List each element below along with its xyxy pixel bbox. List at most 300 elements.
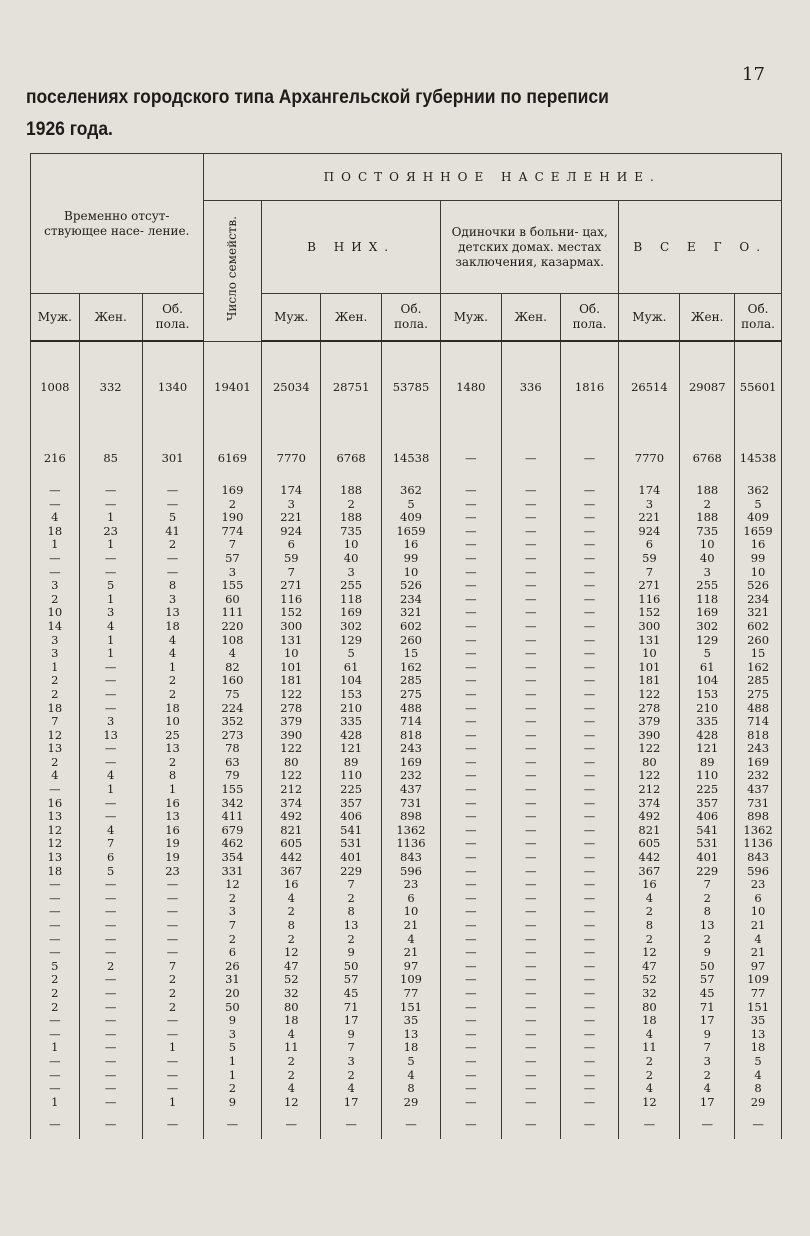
table-cell: 13 bbox=[142, 606, 203, 620]
table-cell: 110 bbox=[680, 769, 735, 783]
table-row bbox=[31, 688, 782, 702]
table-cell: 212 bbox=[262, 783, 321, 797]
table-cell: 321 bbox=[735, 606, 782, 620]
table-cell: — bbox=[560, 905, 619, 919]
table-cell: 52 bbox=[619, 973, 680, 987]
table-cell: 23 bbox=[142, 865, 203, 879]
table-cell: — bbox=[79, 1055, 142, 1069]
table-cell: — bbox=[560, 987, 619, 1001]
table-cell: — bbox=[501, 837, 560, 851]
table-cell: 131 bbox=[262, 634, 321, 648]
table-cell: 10 bbox=[142, 715, 203, 729]
table-cell: 7770 bbox=[619, 434, 680, 484]
table-cell: 255 bbox=[321, 579, 382, 593]
table-cell: 10 bbox=[735, 566, 782, 580]
table-cell: — bbox=[560, 933, 619, 947]
table-cell: 367 bbox=[262, 865, 321, 879]
table-cell: — bbox=[31, 1028, 80, 1042]
table-cell: 3 bbox=[79, 715, 142, 729]
table-cell: 821 bbox=[262, 824, 321, 838]
col-male: Муж. bbox=[619, 294, 680, 342]
table-cell: 12 bbox=[262, 1096, 321, 1110]
table-cell: 462 bbox=[203, 837, 262, 851]
table-cell: — bbox=[560, 1082, 619, 1096]
table-cell: 188 bbox=[680, 484, 735, 498]
table-row bbox=[31, 933, 782, 947]
table-cell: — bbox=[560, 1041, 619, 1055]
table-cell: 2 bbox=[321, 892, 382, 906]
table-cell: — bbox=[440, 769, 501, 783]
table-cell: 5 bbox=[382, 498, 441, 512]
table-cell: 406 bbox=[321, 810, 382, 824]
table-cell: 220 bbox=[203, 620, 262, 634]
table-cell: 110 bbox=[321, 769, 382, 783]
table-cell: 151 bbox=[382, 1001, 441, 1015]
table-cell: 13 bbox=[735, 1028, 782, 1042]
table-cell: 174 bbox=[619, 484, 680, 498]
table-cell: 116 bbox=[619, 593, 680, 607]
table-row bbox=[31, 434, 782, 484]
table-cell: — bbox=[560, 769, 619, 783]
table-cell: 101 bbox=[619, 661, 680, 675]
table-cell: 19 bbox=[142, 837, 203, 851]
table-cell: — bbox=[619, 1109, 680, 1139]
table-cell: 232 bbox=[382, 769, 441, 783]
table-cell: 7 bbox=[203, 538, 262, 552]
table-cell: 243 bbox=[735, 742, 782, 756]
table-cell: 406 bbox=[680, 810, 735, 824]
table-row bbox=[31, 606, 782, 620]
table-cell: 1 bbox=[31, 1096, 80, 1110]
table-row bbox=[31, 878, 782, 892]
table-cell: 331 bbox=[203, 865, 262, 879]
table-cell: — bbox=[560, 525, 619, 539]
table-cell: 260 bbox=[735, 634, 782, 648]
table-cell: 390 bbox=[262, 729, 321, 743]
table-cell: — bbox=[440, 511, 501, 525]
table-cell: — bbox=[142, 566, 203, 580]
table-cell: 40 bbox=[321, 552, 382, 566]
page-number: 17 bbox=[742, 64, 765, 85]
table-cell: — bbox=[31, 919, 80, 933]
table-cell: 4 bbox=[262, 1028, 321, 1042]
table-cell: 818 bbox=[382, 729, 441, 743]
table-cell: 8 bbox=[382, 1082, 441, 1096]
table-cell: 390 bbox=[619, 729, 680, 743]
table-cell: 210 bbox=[321, 702, 382, 716]
table-cell: 6 bbox=[735, 892, 782, 906]
table-cell: — bbox=[560, 810, 619, 824]
table-cell: 21 bbox=[735, 946, 782, 960]
table-cell: — bbox=[31, 783, 80, 797]
table-row bbox=[31, 1014, 782, 1028]
table-cell: 232 bbox=[735, 769, 782, 783]
table-cell: — bbox=[560, 783, 619, 797]
table-cell: 285 bbox=[735, 674, 782, 688]
table-cell: — bbox=[501, 634, 560, 648]
table-cell: 335 bbox=[321, 715, 382, 729]
table-cell: — bbox=[560, 742, 619, 756]
table-cell: — bbox=[31, 1109, 80, 1139]
table-cell: 3 bbox=[31, 647, 80, 661]
header-singles: Одиночки в больни- цах, детских домах. местах заключения, казармах. bbox=[440, 201, 619, 294]
table-cell: — bbox=[560, 434, 619, 484]
table-cell: 17 bbox=[680, 1014, 735, 1028]
table-cell: 1 bbox=[79, 511, 142, 525]
table-cell: — bbox=[440, 878, 501, 892]
table-cell: — bbox=[560, 892, 619, 906]
table-cell: 29087 bbox=[680, 341, 735, 434]
table-cell: 13 bbox=[321, 919, 382, 933]
table-cell: — bbox=[501, 620, 560, 634]
table-cell: 526 bbox=[735, 579, 782, 593]
table-row bbox=[31, 661, 782, 675]
table-cell: 273 bbox=[203, 729, 262, 743]
table-cell: 2 bbox=[619, 933, 680, 947]
table-cell: 5 bbox=[203, 1041, 262, 1055]
table-cell: 4 bbox=[31, 511, 80, 525]
table-cell: 596 bbox=[382, 865, 441, 879]
table-row bbox=[31, 620, 782, 634]
table-cell: — bbox=[440, 933, 501, 947]
table-cell: — bbox=[560, 1014, 619, 1028]
table-cell: 2 bbox=[203, 933, 262, 947]
table-cell: 190 bbox=[203, 511, 262, 525]
table-cell: 21 bbox=[735, 919, 782, 933]
table-cell: 2 bbox=[142, 756, 203, 770]
table-cell: 4 bbox=[735, 933, 782, 947]
table-cell: 99 bbox=[382, 552, 441, 566]
table-cell: 89 bbox=[680, 756, 735, 770]
table-cell: — bbox=[142, 1055, 203, 1069]
table-cell: 11 bbox=[619, 1041, 680, 1055]
table-cell: — bbox=[142, 919, 203, 933]
header-permanent: ПОСТОЯННОЕ НАСЕЛЕНИЕ. bbox=[203, 154, 782, 201]
table-cell: 152 bbox=[619, 606, 680, 620]
table-cell: 23 bbox=[735, 878, 782, 892]
table-cell: — bbox=[79, 702, 142, 716]
table-cell: 53785 bbox=[382, 341, 441, 434]
table-cell: 4 bbox=[382, 933, 441, 947]
table-cell: 1 bbox=[142, 661, 203, 675]
table-cell: — bbox=[501, 946, 560, 960]
table-row bbox=[31, 341, 782, 434]
table-cell: 60 bbox=[203, 593, 262, 607]
table-cell: 5 bbox=[142, 511, 203, 525]
table-cell: — bbox=[79, 498, 142, 512]
table-cell: 2 bbox=[619, 1069, 680, 1083]
table-cell: 10 bbox=[382, 905, 441, 919]
table-cell: — bbox=[31, 946, 80, 960]
table-cell: 63 bbox=[203, 756, 262, 770]
table-cell: — bbox=[440, 1096, 501, 1110]
table-cell: 71 bbox=[680, 1001, 735, 1015]
table-cell: 4 bbox=[142, 634, 203, 648]
table-cell: 5 bbox=[735, 1055, 782, 1069]
table-cell: 153 bbox=[321, 688, 382, 702]
table-cell: — bbox=[501, 973, 560, 987]
table-cell: — bbox=[560, 484, 619, 498]
table-cell: 5 bbox=[735, 498, 782, 512]
table-cell: 818 bbox=[735, 729, 782, 743]
table-cell: 12 bbox=[619, 1096, 680, 1110]
table-cell: 5 bbox=[321, 647, 382, 661]
table-cell: — bbox=[142, 1014, 203, 1028]
table-cell: — bbox=[560, 715, 619, 729]
table-cell: 16 bbox=[142, 797, 203, 811]
table-cell: 122 bbox=[262, 688, 321, 702]
table-cell: 278 bbox=[262, 702, 321, 716]
table-cell: 13 bbox=[142, 810, 203, 824]
table-cell: 602 bbox=[735, 620, 782, 634]
table-row bbox=[31, 1055, 782, 1069]
table-cell: 12 bbox=[31, 729, 80, 743]
table-cell: 13 bbox=[382, 1028, 441, 1042]
table-cell: — bbox=[440, 579, 501, 593]
table-cell: 302 bbox=[321, 620, 382, 634]
table-cell: — bbox=[560, 756, 619, 770]
table-cell: 735 bbox=[321, 525, 382, 539]
table-cell: — bbox=[501, 905, 560, 919]
table-cell: — bbox=[440, 593, 501, 607]
table-cell: 169 bbox=[680, 606, 735, 620]
table-cell: 18 bbox=[142, 620, 203, 634]
table-cell: — bbox=[560, 1028, 619, 1042]
table-cell: — bbox=[79, 1069, 142, 1083]
table-cell: 13 bbox=[680, 919, 735, 933]
table-cell: 7 bbox=[203, 919, 262, 933]
table-cell: — bbox=[440, 538, 501, 552]
table-cell: — bbox=[680, 1109, 735, 1139]
table-cell: 275 bbox=[382, 688, 441, 702]
table-cell: 8 bbox=[680, 905, 735, 919]
table-cell: 12 bbox=[203, 878, 262, 892]
table-cell: — bbox=[501, 1082, 560, 1096]
table-cell: 1362 bbox=[382, 824, 441, 838]
table-cell: — bbox=[79, 1001, 142, 1015]
table-cell: 271 bbox=[262, 579, 321, 593]
table-cell: 1 bbox=[79, 647, 142, 661]
table-cell: — bbox=[501, 1069, 560, 1083]
table-cell: 428 bbox=[321, 729, 382, 743]
table-cell: 12 bbox=[262, 946, 321, 960]
table-cell: — bbox=[501, 538, 560, 552]
table-cell: 1 bbox=[79, 538, 142, 552]
table-cell: — bbox=[31, 484, 80, 498]
table-cell: — bbox=[440, 702, 501, 716]
table-row bbox=[31, 797, 782, 811]
table-cell: — bbox=[560, 878, 619, 892]
table-cell: — bbox=[501, 593, 560, 607]
table-row bbox=[31, 552, 782, 566]
table-cell: 9 bbox=[321, 946, 382, 960]
header-temp-absent: Временно отсут- ствующее насе- ление. bbox=[31, 154, 204, 294]
table-cell: 8 bbox=[619, 919, 680, 933]
table-cell: 731 bbox=[735, 797, 782, 811]
table-cell: — bbox=[79, 892, 142, 906]
table-cell: — bbox=[501, 702, 560, 716]
table-cell: 181 bbox=[262, 674, 321, 688]
table-row bbox=[31, 892, 782, 906]
table-cell: 301 bbox=[142, 434, 203, 484]
table-cell: 843 bbox=[735, 851, 782, 865]
table-cell: 2 bbox=[31, 674, 80, 688]
table-cell: — bbox=[501, 552, 560, 566]
header-families-label: Число семейств. bbox=[224, 216, 239, 322]
table-row bbox=[31, 824, 782, 838]
table-cell: — bbox=[440, 552, 501, 566]
table-cell: 85 bbox=[79, 434, 142, 484]
table-cell: 41 bbox=[142, 525, 203, 539]
table-cell: 1 bbox=[79, 783, 142, 797]
table-cell: 16 bbox=[142, 824, 203, 838]
table-cell: — bbox=[440, 851, 501, 865]
table-cell: 5 bbox=[79, 865, 142, 879]
table-cell: — bbox=[440, 783, 501, 797]
table-cell: 224 bbox=[203, 702, 262, 716]
table-cell: 2 bbox=[680, 933, 735, 947]
table-cell: 362 bbox=[382, 484, 441, 498]
table-cell: 1659 bbox=[735, 525, 782, 539]
table-cell: 10 bbox=[735, 905, 782, 919]
table-cell: — bbox=[501, 1055, 560, 1069]
table-cell: 79 bbox=[203, 769, 262, 783]
table-row bbox=[31, 538, 782, 552]
table-cell: 924 bbox=[262, 525, 321, 539]
table-cell: 302 bbox=[680, 620, 735, 634]
table-cell: 3 bbox=[680, 1055, 735, 1069]
table-cell: 229 bbox=[321, 865, 382, 879]
table-cell: — bbox=[79, 742, 142, 756]
table-cell: 2 bbox=[142, 538, 203, 552]
table-cell: — bbox=[501, 892, 560, 906]
table-cell: 596 bbox=[735, 865, 782, 879]
table-cell: — bbox=[31, 552, 80, 566]
table-cell: 541 bbox=[680, 824, 735, 838]
table-cell: — bbox=[501, 606, 560, 620]
col-both: Об. пола. bbox=[560, 294, 619, 342]
table-cell: 1 bbox=[203, 1055, 262, 1069]
table-cell: — bbox=[501, 498, 560, 512]
table-cell: 409 bbox=[735, 511, 782, 525]
table-cell: 4 bbox=[735, 1069, 782, 1083]
table-cell: — bbox=[501, 919, 560, 933]
table-cell: 7770 bbox=[262, 434, 321, 484]
table-cell: 77 bbox=[735, 987, 782, 1001]
table-cell: — bbox=[203, 1109, 262, 1139]
table-cell: 229 bbox=[680, 865, 735, 879]
table-cell: — bbox=[79, 484, 142, 498]
table-cell: 1 bbox=[31, 538, 80, 552]
table-cell: — bbox=[440, 742, 501, 756]
table-cell: 2 bbox=[680, 1069, 735, 1083]
table-cell: — bbox=[440, 1001, 501, 1015]
table-cell: 428 bbox=[680, 729, 735, 743]
table-cell: — bbox=[79, 1028, 142, 1042]
table-cell: 735 bbox=[680, 525, 735, 539]
table-cell: 14 bbox=[31, 620, 80, 634]
table-cell: — bbox=[79, 946, 142, 960]
table-cell: 109 bbox=[382, 973, 441, 987]
table-cell: 7 bbox=[79, 837, 142, 851]
table-row bbox=[31, 729, 782, 743]
table-cell: 13 bbox=[31, 851, 80, 865]
table-cell: 5 bbox=[680, 647, 735, 661]
table-cell: 155 bbox=[203, 579, 262, 593]
table-cell: — bbox=[79, 987, 142, 1001]
table-cell: — bbox=[440, 674, 501, 688]
table-cell: 2 bbox=[31, 973, 80, 987]
table-cell: — bbox=[31, 1082, 80, 1096]
table-cell: 16 bbox=[735, 538, 782, 552]
table-cell: 714 bbox=[382, 715, 441, 729]
table-cell: 152 bbox=[262, 606, 321, 620]
table-cell: 2 bbox=[262, 933, 321, 947]
table-cell: 25034 bbox=[262, 341, 321, 434]
table-cell: 55601 bbox=[735, 341, 782, 434]
table-cell: 155 bbox=[203, 783, 262, 797]
table-cell: 6 bbox=[79, 851, 142, 865]
col-female: Жен. bbox=[501, 294, 560, 342]
table-cell: 924 bbox=[619, 525, 680, 539]
table-cell: 2 bbox=[142, 987, 203, 1001]
table-cell: 285 bbox=[382, 674, 441, 688]
table-row bbox=[31, 756, 782, 770]
table-cell: 212 bbox=[619, 783, 680, 797]
table-cell: 23 bbox=[382, 878, 441, 892]
table-cell: 225 bbox=[680, 783, 735, 797]
table-cell: 3 bbox=[619, 498, 680, 512]
table-cell: 8 bbox=[735, 1082, 782, 1096]
table-cell: 342 bbox=[203, 797, 262, 811]
table-cell: 1340 bbox=[142, 341, 203, 434]
table-cell: — bbox=[560, 851, 619, 865]
table-row bbox=[31, 525, 782, 539]
table-cell: 8 bbox=[262, 919, 321, 933]
table-cell: 35 bbox=[735, 1014, 782, 1028]
table-cell: 6 bbox=[262, 538, 321, 552]
table-cell: 169 bbox=[735, 756, 782, 770]
table-cell: — bbox=[440, 498, 501, 512]
table-cell: 19401 bbox=[203, 341, 262, 434]
table-cell: 26514 bbox=[619, 341, 680, 434]
table-row bbox=[31, 865, 782, 879]
table-cell: 278 bbox=[619, 702, 680, 716]
table-cell: 131 bbox=[619, 634, 680, 648]
table-cell: — bbox=[440, 634, 501, 648]
table-cell: — bbox=[560, 837, 619, 851]
col-female: Жен. bbox=[79, 294, 142, 342]
table-cell: 153 bbox=[680, 688, 735, 702]
table-cell: 3 bbox=[321, 566, 382, 580]
table-cell: 4 bbox=[382, 1069, 441, 1083]
table-cell: — bbox=[560, 552, 619, 566]
table-cell: 4 bbox=[619, 892, 680, 906]
table-cell: 1659 bbox=[382, 525, 441, 539]
table-cell: 151 bbox=[735, 1001, 782, 1015]
table-cell: 374 bbox=[619, 797, 680, 811]
table-cell: — bbox=[440, 1055, 501, 1069]
table-cell: 4 bbox=[79, 620, 142, 634]
table-cell: 97 bbox=[735, 960, 782, 974]
table-cell: — bbox=[501, 865, 560, 879]
table-cell: 210 bbox=[680, 702, 735, 716]
table-cell: 50 bbox=[203, 1001, 262, 1015]
table-cell: 13 bbox=[31, 742, 80, 756]
table-cell: 25 bbox=[142, 729, 203, 743]
table-cell: — bbox=[560, 647, 619, 661]
table-cell: — bbox=[501, 484, 560, 498]
